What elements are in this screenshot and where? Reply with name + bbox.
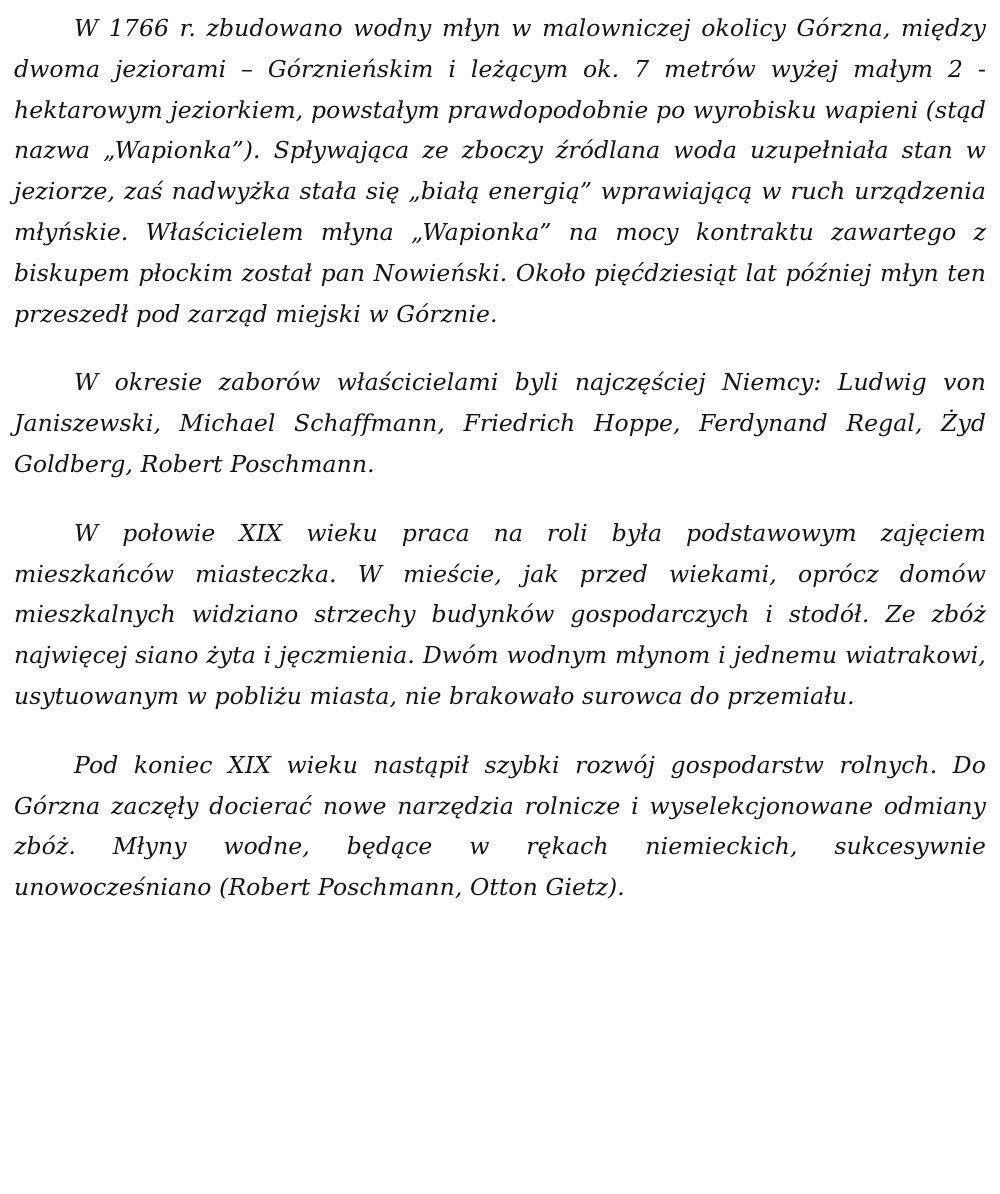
document-page	[14, 8, 986, 1188]
paragraph-late-19th-century: Pod koniec XIX wieku nastąpił szybki rozwój gospodarstw rolnych. Do Górzna zaczęły docierać nowe narzędzia rolnicze i wyselekcjonowane odmiany zbóż. Młyny wodne, będące w rękach niemieckich, sukcesywnie unowocześniano (Robert Poschmann, Otton Gietz).	[14, 750, 986, 902]
paragraph-partition-owners: W okresie zaborów właścicielami byli najczęściej Niemcy: Ludwig von Janiszewski, Michael Schaffmann, Friedrich Hoppe, Ferdynand Regal, Żyd Goldberg, Robert Poschmann.	[14, 368, 986, 478]
paragraph-mid-19th-century: W połowie XIX wieku praca na roli była podstawowym zajęciem mieszkańców miasteczka. W mieście, jak przed wiekami, oprócz domów mieszkalnych widziano strzechy budynków gospodarczych i stodół. Ze zbóż najwięcej siano żyta i jęczmienia. Dwóm wodnym młynom i jednemu wiatrakowi, usytuowanym w pobliżu miasta, nie brakowało surowca do przemiału.	[14, 518, 986, 710]
paragraph-mill-founding: W 1766 r. zbudowano wodny młyn w malowniczej okolicy Górzna, między dwoma jeziorami – Górznieńskim i leżącym ok. 7 metrów wyżej małym 2 - hektarowym jeziorkiem, powstałym prawdopodobnie po wyrobisku wapieni (stąd nazwa „Wapionka”). Spływająca ze zboczy źródlana woda uzupełniała stan w jeziorze, zaś nadwyżka stała się „białą energią” wprawiającą w ruch urządzenia młyńskie. Właścicielem młyna „Wapionka” na mocy kontraktu zawartego z biskupem płockim został pan Nowieński. Około pięćdziesiąt lat później młyn ten przeszedł pod zarząd miejski w Górznie.	[14, 14, 986, 328]
